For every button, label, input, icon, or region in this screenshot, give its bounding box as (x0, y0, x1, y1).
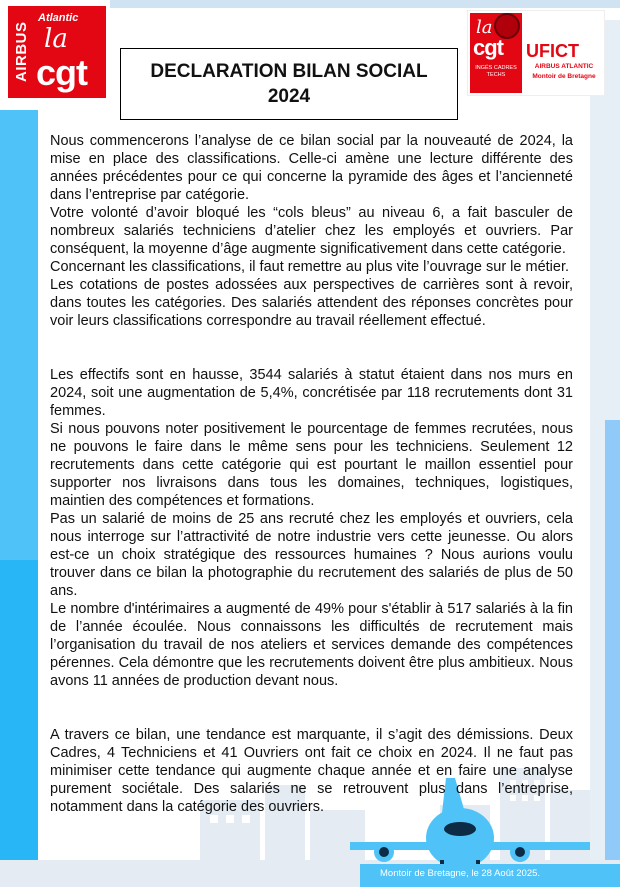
poppy-icon (494, 13, 520, 39)
airplane-fuselage (426, 808, 494, 868)
ufict-label: UFICT (526, 41, 579, 61)
paragraph: Votre volonté d’avoir bloqué les “cols bleus” au niveau 6, a fait basculer de nombreux salariés techniciens d’atelier chez les employés et ouvriers. Par conséquent, la moyenne d’âge augmente significativement dans cette catégorie. (50, 205, 573, 257)
paragraph: Les effectifs sont en hausse, 3544 salariés à statut étaient dans nos murs en 2024, soit une augmentation de 5,4%, concrétisée par 118 recrutements dont 31 femmes. (50, 367, 573, 419)
document-title (120, 48, 458, 120)
section-effectifs (50, 366, 573, 690)
inges-cadres-techs-label: INGÉS CADRES TECHS (475, 65, 517, 78)
cgt-label: cgt (36, 52, 87, 93)
title-line-1: DECLARATION BILAN SOCIAL (150, 61, 428, 82)
paragraph: Nous commencerons l’analyse de ce bilan social par la nouveauté de 2024, la mise en place des classifications. Celle-ci amène une lecture différente des années précédentes pour ce qui concerne la pyramide des âges et l’ancienneté dans l’entreprise par catégorie. (50, 133, 573, 203)
paragraph: A travers ce bilan, une tendance est marquante, il s’agit des démissions. Deux Cadres, 4 Techniciens et 41 Ouvriers ont fait ce choix en 2024. Il ne faut pas minimiser cette tendance qui augmente chaque année et en faire une analyse purement sociétale. Des salariés ne se retrouvent plus dans l’entreprise, notamment dans la catégorie des ouvriers. (50, 727, 573, 815)
section-classifications (50, 132, 573, 330)
la-label: la (476, 17, 493, 38)
document-body (50, 132, 573, 816)
paragraph: Si nous pouvons noter positivement le pourcentage de femmes recrutées, nous ne pouvons le faire dans le même sens pour les techniciens. Seulement 12 recrutements dans cette catégorie qui est pourtant le maillon essentiel pour supporter nos livraisons dans tous les domaines, techniques, logistiques, maintien des compétences et formations. (50, 421, 573, 509)
ufict-logo (467, 10, 605, 96)
right-blue-strip (605, 420, 620, 887)
paragraph: Pas un salarié de moins de 25 ans recruté chez les employés et ouvriers, cela nous interroge sur l’attractivité de notre industrie vers cette jeunesse. Ou alors est-ce un choix stratégique des ressources humaines ? Nous aurions voulu trouver dans ce bilan la photographie du recrutement des salariés de plus de 50 ans. (50, 511, 573, 599)
paragraph: Le nombre d'intérimaires a augmenté de 49% pour s'établir à 517 salariés à la fin de l’année écoulée. Nous connaissons les difficultés de recrutement mais l’organisation du travail de nos ateliers et services demande des compétences pérennes. Cela démontre que les recrutements doivent être plus ambitieux. Nous avons 11 années de production devant nous. (50, 601, 573, 689)
section-demissions (50, 726, 573, 816)
atlantic-label: Atlantic (38, 12, 79, 24)
top-blue-band (110, 0, 620, 8)
airbus-label: AIRBUS (13, 21, 30, 83)
title-line-2: 2024 (267, 86, 311, 107)
airplane-cockpit (444, 822, 476, 836)
cgt-airbus-logo (8, 6, 106, 98)
footer-date-place: Montoir de Bretagne, le 28 Août 2025. (380, 868, 541, 879)
left-blue-wedge (0, 560, 38, 887)
paragraph: Les cotations de postes adossées aux perspectives de carrières sont à revoir, dans toutes les catégories. Des salariés attendent des réponses concrètes pour voir leurs classifications correspondre au travail réellement effectué. (50, 277, 573, 329)
airbus-atlantic-label: AIRBUS ATLANTIC (534, 63, 594, 70)
cgt-label: cgt (473, 35, 503, 60)
paragraph: Concernant les classifications, il faut remettre au plus vite l’ouvrage sur le métier. (50, 259, 570, 275)
montoir-label: Montoir de Bretagne (532, 73, 596, 80)
la-label: la (44, 24, 68, 54)
